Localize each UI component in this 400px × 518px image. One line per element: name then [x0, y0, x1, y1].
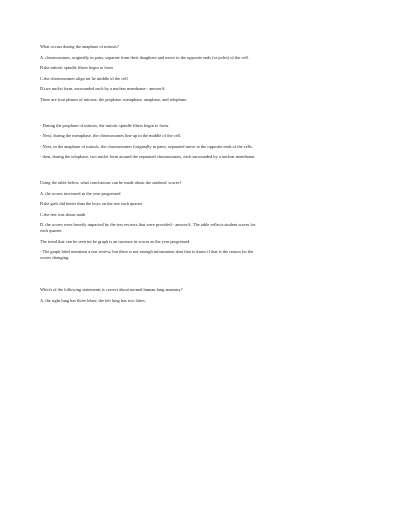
answer-option-b: B.the mitotic spindle fibers begin to form — [40, 65, 113, 71]
explanation-bullet: - During the prophase of mitosis, the mitotic spindle fibers begin to form. — [40, 122, 170, 128]
explanation-paragraph: There are four phases of mitosis: the prophase, metaphase, anaphase, and telophase. — [40, 96, 188, 102]
explanation-paragraph: The trend that can be seen int he graph is an increase in scores as the year progressed. — [40, 238, 191, 244]
answer-option-c: C.the test was about math — [40, 211, 86, 217]
explanation-paragraph: - The graph label mentions a test review, but there is not enough information abut that to know if that is the reason for the scores changing. — [40, 249, 254, 260]
answer-option-b: B.the girls did better than the boys on the test each quarter — [40, 201, 143, 207]
answer-option-a: A. chromosomes, originally in pairs, separate from their daughters and move to the opposite ends (or poles) of the cell. — [40, 54, 249, 60]
explanation-bullet: - then, during the telophase, two nuclei form around the separated chromosomes, each surrounded by a nuclear membrane. — [40, 154, 256, 160]
document-body — [40, 44, 262, 303]
explanation-bullet: - Next, during the metaphase, the chromosomes line up in the middle of the cell. — [40, 133, 182, 139]
answer-option-a: A. the scores increased as the year progressed — [40, 190, 121, 196]
question-3: Which of the following statements is correct about normal human lung anatomy? — [40, 287, 183, 293]
question-1: What occurs during the anaphase of mitosis? — [40, 44, 119, 49]
answer-option-a: A. the right lung has three lobes; the left lung has two lobes. — [40, 297, 146, 303]
answer-option-d: D. the scores were heavily impacted by the test reviews that were provided - answerA. The table reflects student scores for each quarter. — [40, 222, 256, 233]
answer-option-d: D.two nuclei form, surrounded each by a nuclear membrane - answerA — [40, 86, 165, 92]
answer-option-c: C.the chromosomes align int he middle of the cell — [40, 75, 128, 81]
explanation-bullet: - Next, in the anaphase of mitosis, the chromosomes (originally in pairs, separated move to the opposite ends of the cells. — [40, 143, 253, 149]
question-2: Using the table below, what conclusions can be made about the students' scores? — [40, 179, 182, 185]
